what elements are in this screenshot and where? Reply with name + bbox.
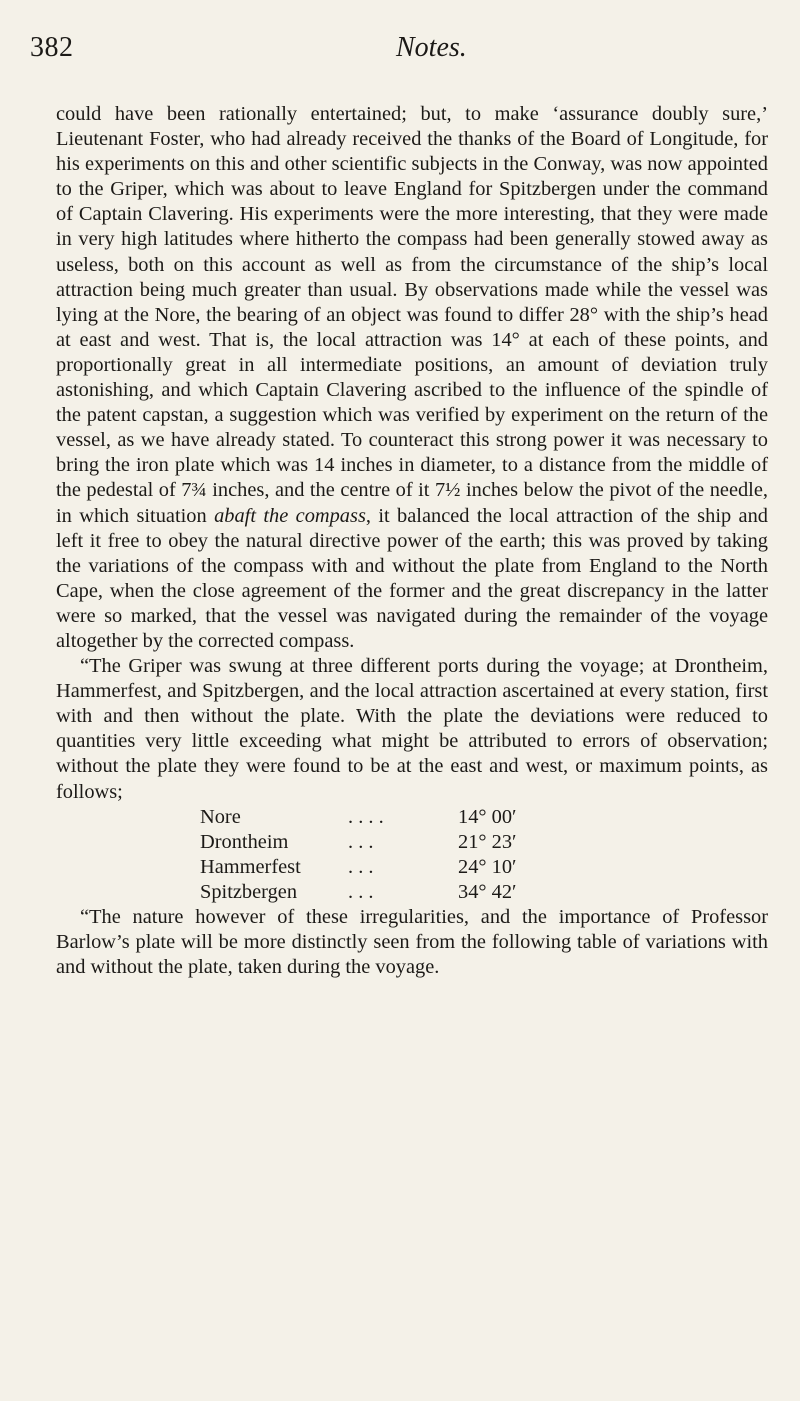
deviation-table (56, 805, 768, 905)
table-row (56, 855, 768, 880)
place-name: Nore (200, 805, 241, 828)
dot-leader: . . . (348, 830, 374, 853)
table-row (56, 880, 768, 905)
body-text (56, 102, 768, 980)
paragraph-1-text-a: could have been rationally entertained; but, to make ‘assurance doubly sure,’ Lieutenant Foster, who had already received the thanks of the Board of Longitude, for his experiments on this and other scientific subjects in the Conway, was now appointed to the Griper, which was about to leave England for Spitzbergen under the command of Captain Clavering. His experiments were the more interesting, that they were made in very high latitudes where hitherto the compass had been generally stowed away as useless, both on this account as well as from the circumstance of the ship’s local attraction being much greater than usual. By observations made while the vessel was lying at the Nore, the bearing of an object was found to differ 28° with the ship’s head at east and west. That is, the local attraction was 14° at each of these points, and proportionally great in all intermediate positions, an amount of deviation truly astonishing, and which Captain Clavering ascribed to the influence of the spindle of the patent capstan, a suggestion which was verified by experiment on the return of the vessel, as we have already stated. To counteract this strong power it was necessary to bring the iron plate which was 14 inches in diameter, to a distance from the middle of the pedestal of 7¾ inches, and the centre of it 7½ inches below the pivot of the needle, in which situation (56, 103, 768, 527)
dot-leader: . . . (348, 855, 374, 878)
paragraph-3: “The nature however of these irregularities, and the importance of Professor Barlow’s plate will be more distinctly seen from the following table of variations with and without the plate, taken during the voyage. (56, 906, 768, 979)
dot-leader: . . . (348, 880, 374, 903)
table-row (56, 830, 768, 855)
place-name: Spitzbergen (200, 880, 298, 903)
deviation-value: 14° 00′ (458, 805, 517, 828)
place-name: Hammerfest (200, 855, 301, 878)
page-number: 382 (30, 32, 74, 63)
deviation-value: 34° 42′ (458, 880, 517, 903)
paragraph-1 (56, 102, 768, 654)
place-name: Drontheim (200, 830, 289, 853)
page-header (30, 32, 768, 72)
deviation-value: 21° 23′ (458, 830, 517, 853)
running-head: Notes. (396, 32, 467, 63)
italic-phrase: abaft the compass (214, 504, 366, 527)
paragraph-2: “The Griper was swung at three different ports during the voyage; at Drontheim, Hammerfest, and Spitzbergen, and the local attraction ascertained at every station, first with and then without the plate. With the plate the deviations were reduced to quantities very little exceeding what might be attributed to errors of observation; without the plate they were found to be at the east and west, or maximum points, as follows; (56, 655, 768, 803)
table-row (56, 805, 768, 830)
deviation-value: 24° 10′ (458, 855, 517, 878)
dot-leader: . . . . (348, 805, 384, 828)
paragraph-1-text-b: , it balanced the local attraction of the ship and left it free to obey the natural directive power of the earth; this was proved by taking the variations of the compass with and without the plate from England to the North Cape, when the close agreement of the former and the great discrepancy in the latter were so marked, that the vessel was navigated during the remainder of the voyage altogether by the corrected compass. (56, 504, 768, 652)
